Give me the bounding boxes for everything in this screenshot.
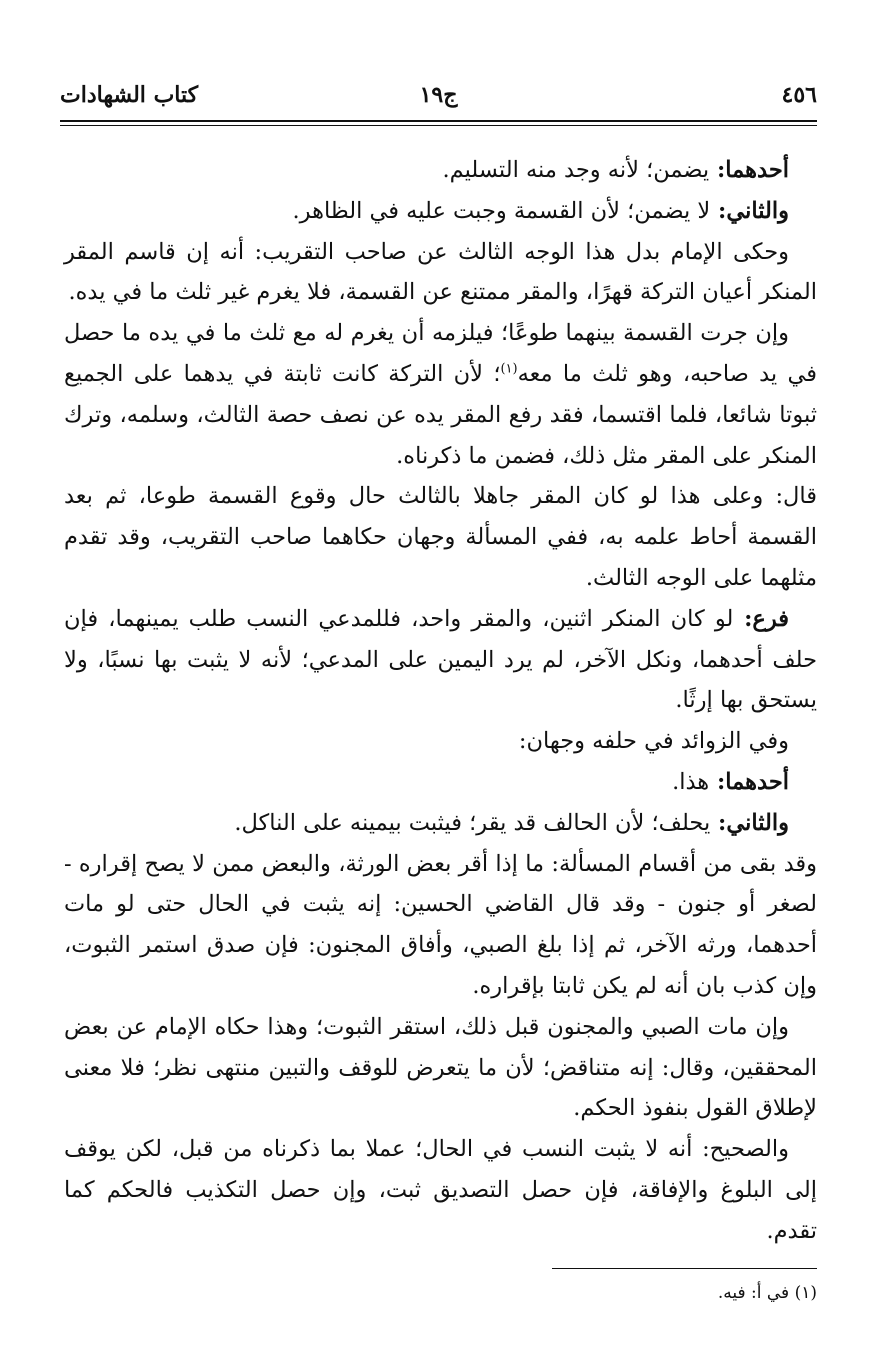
volume-label: ج١٩: [419, 82, 458, 108]
paragraph-text: قال: وعلى هذا لو كان المقر جاهلا بالثالث حال وقوع القسمة طوعا، ثم بعد القسمة أحاط علمه به، ففي المسألة وجهان حكاهما صاحب التقريب، وقد تقدم مثلهما على الوجه الثالث.: [64, 483, 817, 591]
paragraph: [64, 1007, 817, 1129]
body-text: [64, 150, 817, 1252]
paragraph: [64, 232, 817, 314]
footnote-number: (١): [794, 1283, 817, 1303]
paragraph-text: وإن جرت القسمة بينهما طوعًا؛ فيلزمه أن يغرم له مع ثلث ما في يده ما حصل في يد صاحبه، وهو ثلث ما معه: [64, 320, 817, 387]
paragraph: [64, 191, 817, 232]
paragraph-lead: والثاني:: [710, 197, 789, 224]
paragraph-lead: فرع:: [733, 605, 789, 632]
paragraph-text: يحلف؛ لأن الحالف قد يقر؛ فيثبت بيمينه على الناكل.: [234, 809, 711, 836]
paragraph: [64, 803, 817, 844]
paragraph-lead: أحدهما:: [709, 768, 789, 795]
paragraph-text: وحكى الإمام بدل هذا الوجه الثالث عن صاحب التقريب: أنه إن قاسم المقر المنكر أعيان التركة قهرًا، والمقر ممتنع عن القسمة، فلا يغرم غير ثلث ما في يده.: [64, 238, 817, 306]
footnote-text: في أ: فيه.: [717, 1283, 790, 1303]
paragraph-text: لا يضمن؛ لأن القسمة وجبت عليه في الظاهر.: [292, 197, 711, 224]
paragraph-text: وإن مات الصبي والمجنون قبل ذلك، استقر الثبوت؛ وهذا حكاه الإمام عن بعض المحققين، وقال: إنه متناقض؛ لأن ما يتعرض للوقف والتبين منتهى نظر؛ فلا معنى لإطلاق القول بنفوذ الحكم.: [64, 1013, 817, 1122]
header-rule-thin: [60, 125, 817, 126]
footnote: [217, 1280, 817, 1306]
book-title: كتاب الشهادات: [60, 82, 199, 108]
paragraph-text: وفي الزوائد في حلفه وجهان:: [518, 728, 789, 755]
paragraph: [64, 721, 817, 762]
paragraph-text-tail: ؛ لأن التركة كانت ثابتة في يدهما على الجميع ثبوتا شائعا، فلما اقتسما، فقد رفع المقر يده عن نصف حصة الثالث، وسلمه، وترك المنكر على المقر مثل ذلك، فضمن ما ذكرناه.: [64, 360, 817, 469]
paragraph-text: لو كان المنكر اثنين، والمقر واحد، فللمدعي النسب طلب يمينهما، فإن حلف أحدهما، ونكل الآخر، لم يرد اليمين على المدعي؛ لأنه لا يثبت بها نسبًا، ولا يستحق بها إرثًا.: [64, 605, 817, 714]
paragraph: [64, 844, 817, 1007]
footnote-separator: [552, 1268, 817, 1269]
paragraph-text: هذا.: [672, 768, 710, 795]
page-number: ٤٥٦: [781, 82, 817, 108]
paragraph: [64, 476, 817, 598]
paragraph-text: وقد بقى من أقسام المسألة: ما إذا أقر بعض الورثة، والبعض ممن لا يصح إقراره - لصغر أو جنون - وقد قال القاضي الحسين: إنه يثبت في الحال حتى لو مات أحدهما، ورثه الآخر، ثم إذا بلغ الصبي، وأفاق المجنون: فإن صدق استمر الثبوت، وإن كذب بان أنه لم يكن ثابتا بإقراره.: [64, 850, 817, 999]
page-header: [60, 82, 817, 122]
footnote-marker: (١): [500, 361, 518, 377]
paragraph: [64, 599, 817, 721]
header-rule-thick: [60, 120, 817, 122]
paragraph-text: والصحيح: أنه لا يثبت النسب في الحال؛ عملا بما ذكرناه من قبل، لكن يوقف إلى البلوغ والإفاقة، فإن حصل التصديق ثبت، وإن حصل التكذيب فالحكم كما تقدم.: [64, 1136, 817, 1244]
paragraph: [64, 150, 817, 191]
paragraph: [64, 313, 817, 476]
paragraph: [64, 1129, 817, 1251]
paragraph-text: يضمن؛ لأنه وجد منه التسليم.: [442, 157, 710, 183]
paragraph: [64, 762, 817, 803]
paragraph-lead: أحدهما:: [709, 157, 789, 183]
paragraph-lead: والثاني:: [710, 809, 789, 836]
